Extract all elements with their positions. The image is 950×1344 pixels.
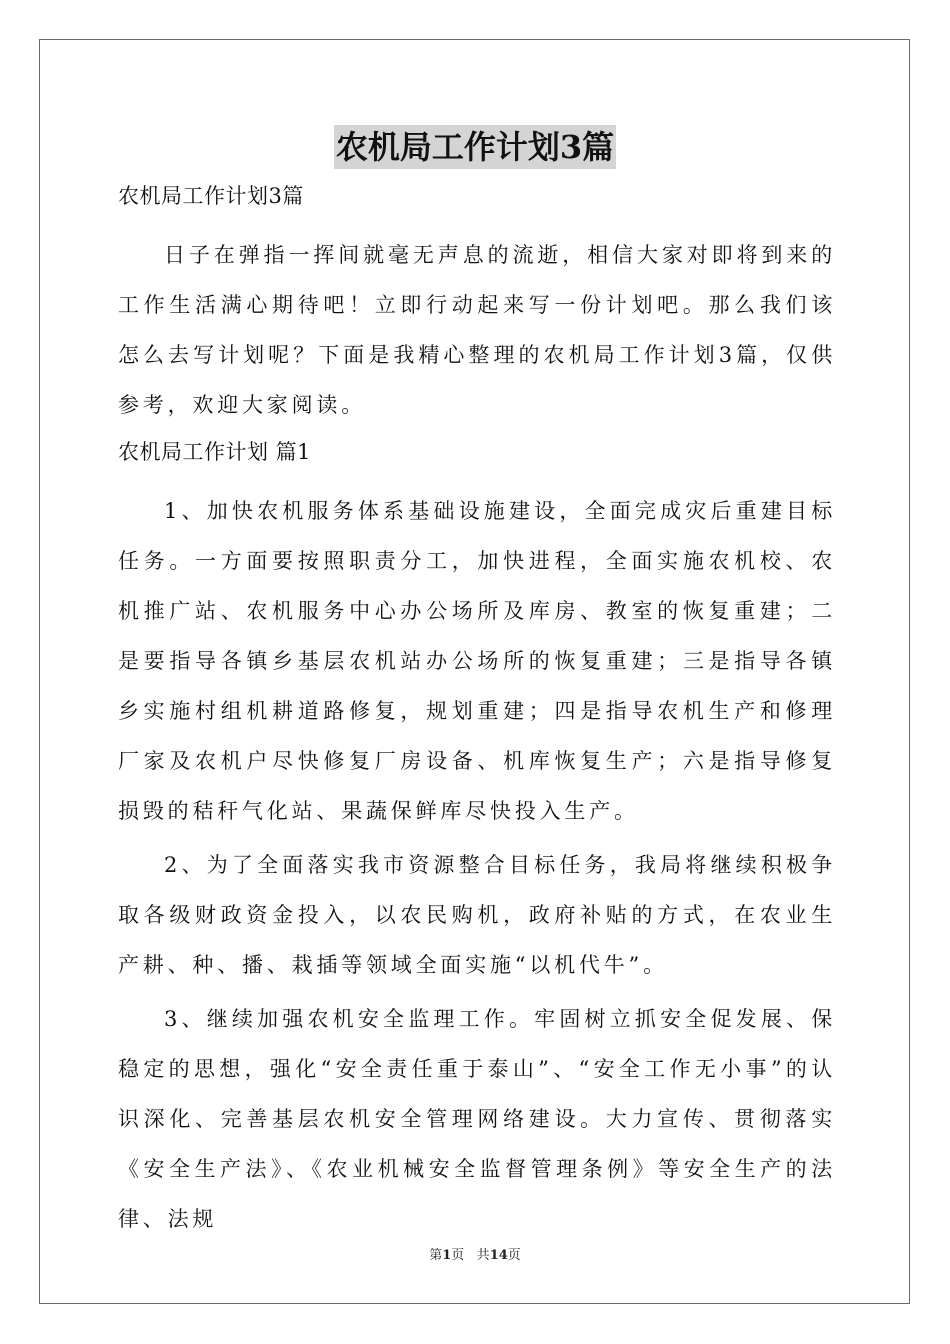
body-paragraph-3: 3、继续加强农机安全监理工作。牢固树立抓安全促发展、保稳定的思想，强化“安全责任重于泰山”、“安全工作无小事”的认识深化、完善基层农机安全管理网络建设。大力宣传、贯彻落实《安全生产法》、《农业机械安全监督管理条例》等安全生产的法律、法规	[118, 1007, 836, 1231]
body-paragraph-2: 2、为了全面落实我市资源整合目标任务，我局将继续积极争取各级财政资金投入，以农民购机，政府补贴的方式，在农业生产耕、种、播、栽插等领域全面实施“以机代牛”。	[118, 853, 836, 977]
total-pages: 14	[489, 1248, 508, 1263]
page-footer	[0, 1247, 950, 1265]
section-heading: 农机局工作计划 篇1	[118, 440, 312, 464]
total-suffix: 页	[507, 1248, 521, 1263]
body-paragraph-1: 1、加快农机服务体系基础设施建设，全面完成灾后重建目标任务。一方面要按照职责分工，加快进程，全面实施农机校、农机推广站、农机服务中心办公场所及库房、教室的恢复重建；二是要指导各镇乡基层农机站办公场所的恢复重建；三是指导各镇乡实施村组机耕道路修复，规划重建；四是指导农机生产和修理厂家及农机户尽快修复厂房设备、机库恢复生产；六是指导修复损毁的秸秆气化站、果蔬保鲜库尽快投入生产。	[118, 499, 836, 823]
total-prefix: 共	[476, 1248, 490, 1263]
page-suffix: 页	[451, 1248, 465, 1263]
title-container	[0, 125, 950, 169]
document-title: 农机局工作计划3篇	[334, 125, 616, 169]
document-body	[118, 180, 836, 1244]
page-number: 1	[442, 1248, 452, 1263]
intro-paragraph: 日子在弹指一挥间就毫无声息的流逝，相信大家对即将到来的工作生活满心期待吧！立即行动起来写一份计划吧。那么我们该怎么去写计划呢？下面是我精心整理的农机局工作计划3篇，仅供参考，欢迎大家阅读。	[118, 243, 836, 417]
page-prefix: 第	[429, 1248, 443, 1263]
document-subtitle: 农机局工作计划3篇	[118, 184, 304, 208]
